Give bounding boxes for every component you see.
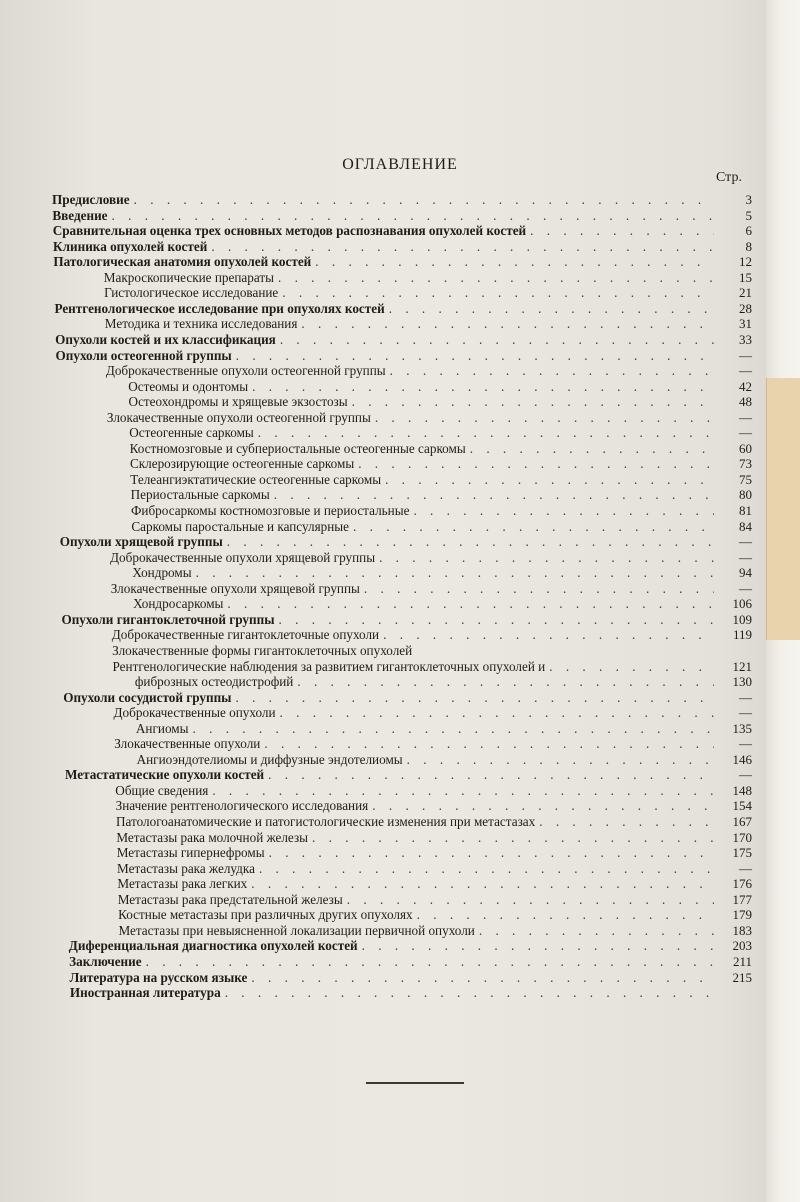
toc-entry-page: 31	[738, 316, 752, 332]
toc-entry-label: Ангиомы	[135, 720, 189, 736]
dot-leader	[352, 394, 714, 410]
toc-entry	[115, 783, 752, 799]
toc-entry	[61, 612, 752, 628]
toc-entry	[131, 503, 752, 519]
dot-leader	[375, 410, 714, 426]
toc-entry-label: Клиника опухолей костей	[53, 238, 208, 254]
toc-entry-page: 148	[732, 782, 752, 798]
dot-leader	[269, 845, 714, 861]
toc-entry-label: Опухоли гигантоклеточной группы	[61, 611, 275, 627]
toc-entry-page: 183	[732, 922, 752, 938]
toc-entry	[63, 690, 752, 706]
toc-entry-label: Метастазы при невыясненной локализации первичной опухоли	[118, 922, 475, 938]
toc-entry	[60, 534, 752, 550]
dot-leader	[258, 425, 714, 441]
dot-leader	[146, 954, 714, 970]
toc-entry	[56, 348, 753, 364]
toc-entry	[136, 721, 752, 737]
toc-entry-label: Диференциальная диагностика опухолей костей	[68, 938, 358, 954]
toc-entry	[106, 363, 752, 379]
toc-entry-page: —	[738, 549, 752, 565]
toc-entry-label: Сравнительная оценка трех основных методов распознавания опухолей костей	[52, 223, 527, 239]
toc-entry	[52, 208, 752, 224]
dot-leader	[236, 348, 714, 364]
toc-entry-page: —	[739, 347, 752, 363]
toc-entry-page: 75	[738, 471, 752, 487]
toc-entry-label: Фибросаркомы костномозговые и периостальные	[131, 503, 410, 518]
toc-entry-label: Злокачественные опухоли	[114, 736, 261, 752]
toc-entry	[117, 845, 752, 861]
toc-entry-page: 179	[732, 907, 752, 923]
toc-entry	[110, 550, 752, 566]
toc-entry-label: Опухоли хрящевой группы	[59, 534, 223, 550]
toc-entry-page: —	[738, 409, 752, 425]
dot-leader	[225, 985, 714, 1001]
toc-entry-page: 121	[732, 658, 752, 674]
toc-entry	[105, 316, 752, 332]
toc-entry-label: Опухоли остеогенной группы	[55, 347, 232, 363]
dot-leader	[268, 767, 714, 783]
dot-leader	[278, 270, 714, 286]
toc-entry	[137, 752, 752, 768]
toc-entry-label: Метастазы рака молочной железы	[116, 829, 309, 845]
dot-leader	[297, 674, 714, 690]
dot-leader	[385, 472, 714, 488]
dot-leader	[279, 612, 714, 628]
toc-entry	[107, 410, 752, 426]
toc-entry-page: 130	[732, 674, 752, 690]
toc-entry-page: 84	[738, 518, 752, 534]
toc-entry-page: 28	[738, 300, 752, 316]
toc-entry-label: Метастазы гипернефромы	[116, 845, 265, 861]
dot-leader	[407, 752, 714, 768]
toc-entry-label: Костномозговые и субпериостальные остеогенные саркомы	[129, 440, 466, 456]
toc-entry-page: 33	[738, 331, 752, 347]
toc-entry-page: 6	[745, 223, 752, 239]
toc-entry	[118, 923, 752, 939]
toc-entry-label: Заключение	[69, 953, 142, 969]
toc-entry-page: 42	[738, 378, 752, 394]
dot-leader	[251, 970, 714, 986]
toc-entry-page: 215	[732, 969, 752, 985]
toc-entry	[117, 876, 752, 892]
dot-leader	[379, 550, 714, 566]
dot-leader	[372, 798, 714, 814]
dot-leader	[280, 332, 714, 348]
toc-entry-page: —	[738, 767, 752, 783]
toc-entry	[116, 830, 752, 846]
toc-entry	[116, 814, 752, 830]
toc-entry-label: Опухоли сосудистой группы	[63, 689, 232, 705]
toc-entry	[135, 674, 752, 690]
toc-entry-label: Предисловие	[52, 192, 130, 207]
toc-entry-page: 211	[732, 953, 752, 969]
toc-entry-page: 5	[745, 207, 752, 223]
toc-entry-label: Литература на русском языке	[69, 969, 248, 985]
toc-entry	[54, 301, 752, 317]
toc-entry-label: Доброкачественные опухоли	[113, 705, 276, 721]
toc-entry	[130, 441, 752, 457]
toc-entry-page: 170	[732, 829, 752, 845]
toc-entry	[131, 487, 752, 503]
toc-entry-page: —	[738, 689, 752, 705]
toc-entry-label: Метастазы рака предстательной железы	[117, 891, 343, 907]
toc-entry-label: Иностранная литература	[69, 985, 221, 1001]
dot-leader	[235, 690, 714, 706]
toc-entry-label: Патологическая анатомия опухолей костей	[53, 254, 312, 270]
toc-entry-page: 81	[739, 503, 752, 518]
toc-entry-label: Доброкачественные гигантоклеточные опухоли	[111, 627, 380, 643]
toc-entry-page: —	[738, 534, 752, 550]
dot-leader	[264, 736, 714, 752]
toc-entry-label: Методика и техника исследования	[104, 316, 298, 332]
toc-entry-page: 12	[738, 254, 752, 270]
toc-entry-label: Доброкачественные опухоли остеогенной группы	[105, 363, 386, 379]
dot-leader	[362, 938, 714, 954]
toc-entry-page: 176	[732, 876, 752, 892]
toc-entry	[104, 270, 752, 286]
toc-entry-page: —	[738, 363, 752, 379]
dot-leader	[539, 814, 714, 830]
toc-entry-label: Метастазы рака желудка	[117, 860, 255, 876]
toc-entry	[114, 705, 752, 721]
toc-entry	[116, 798, 752, 814]
toc-entry	[52, 192, 752, 208]
toc-entry	[129, 394, 752, 410]
toc-entry	[129, 425, 752, 441]
toc-entry-label: Общие сведения	[115, 782, 209, 798]
toc-entry	[104, 285, 752, 301]
toc-entry-label: Рентгенологическое исследование при опухолях костей	[54, 300, 385, 316]
dot-leader	[358, 456, 714, 472]
dot-leader	[364, 581, 714, 597]
toc-entry-label: Гистологическое исследование	[104, 285, 279, 301]
toc-entry-label: Злокачественные опухоли хрящевой группы	[110, 580, 360, 596]
dot-leader	[259, 861, 714, 877]
dot-leader	[134, 192, 714, 208]
toc-entry	[117, 861, 752, 877]
toc-entry	[130, 456, 752, 472]
toc-entry-page: 119	[732, 627, 752, 643]
toc-entry	[133, 596, 752, 612]
toc-entry	[53, 223, 752, 239]
toc-entry-label: Телеангиэктатические остеогенные саркомы	[130, 471, 382, 487]
dot-leader	[312, 830, 714, 846]
toc-entry-page: 177	[732, 891, 752, 907]
toc-entry-label: Доброкачественные опухоли хрящевой группы	[110, 549, 376, 565]
toc-entry	[128, 379, 752, 395]
toc-entry-label: Саркомы паростальные и капсулярные	[131, 518, 350, 534]
toc-entry-label: Периостальные саркомы	[130, 487, 270, 503]
dot-leader	[301, 316, 714, 332]
toc-entry	[69, 954, 752, 970]
toc-entry-label: фиброзных остеодистрофий	[134, 674, 294, 690]
dot-leader	[252, 379, 714, 395]
toc-entry-page: 135	[732, 720, 752, 736]
toc-entry-page: 203	[732, 938, 752, 954]
closing-rule	[366, 1082, 464, 1084]
toc-entry	[65, 767, 752, 783]
toc-entry-label: Остеомы и одонтомы	[128, 378, 249, 394]
dot-leader	[549, 659, 714, 675]
toc-entry-page: —	[738, 705, 752, 721]
toc-entry	[70, 985, 752, 1001]
toc-entry-page: 80	[738, 487, 752, 503]
dot-leader	[227, 596, 714, 612]
toc-entry	[113, 659, 753, 675]
dot-leader	[530, 223, 714, 239]
toc-entry-page: 94	[738, 565, 752, 581]
toc-entry-page: 15	[739, 269, 752, 285]
toc-entry	[111, 581, 752, 597]
dot-leader	[280, 705, 714, 721]
toc-entry-label: Метастатические опухоли костей	[64, 767, 265, 783]
toc-entry-label: Метастазы рака легких	[117, 876, 248, 892]
toc-entry-page: 73	[738, 456, 752, 472]
toc-entry-page: 3	[745, 192, 752, 207]
toc-entry-page: —	[739, 580, 752, 596]
dot-leader	[470, 441, 714, 457]
toc-entry-page: 146	[732, 751, 752, 767]
page-column-label: Стр.	[716, 170, 742, 185]
dot-leader	[353, 519, 714, 535]
toc-entry	[114, 736, 752, 752]
toc-entry-label: Введение	[52, 207, 108, 223]
dot-leader	[112, 208, 714, 224]
toc-entry	[130, 472, 752, 488]
dot-leader	[196, 565, 714, 581]
toc-entry-page: 175	[732, 845, 752, 861]
toc-entry	[131, 519, 752, 535]
dot-leader	[479, 923, 714, 939]
toc-entry-label: Опухоли костей и их классификация	[55, 331, 276, 347]
toc-entry	[132, 565, 752, 581]
toc-entry-label: Склерозирующие остеогенные саркомы	[129, 456, 355, 472]
toc-entry-page: 106	[732, 596, 752, 612]
dot-leader	[417, 907, 714, 923]
dot-leader	[212, 783, 714, 799]
toc-entry-page: —	[738, 860, 752, 876]
toc-entry-page: 8	[745, 238, 752, 254]
dot-leader	[383, 627, 714, 643]
toc-entry	[118, 907, 752, 923]
dot-leader	[413, 503, 714, 519]
toc-entry	[69, 938, 752, 954]
toc-entry-page: 109	[732, 611, 752, 627]
dot-leader	[315, 254, 714, 270]
toc-entry	[118, 892, 752, 908]
dot-leader	[347, 892, 714, 908]
page-title: ОГЛАВЛЕНИЕ	[342, 156, 458, 173]
toc-entry-label: Патологоанатомические и патогистологические изменения при метастазах	[116, 814, 536, 829]
dot-leader	[193, 721, 714, 737]
toc-entry-page: —	[739, 425, 752, 441]
toc-entry-label: Макроскопические препараты	[103, 269, 274, 285]
dot-leader	[282, 285, 714, 301]
toc-entry-label: Остеогенные саркомы	[129, 425, 254, 441]
toc-entry-page: —	[739, 736, 752, 752]
toc-entry-page: 21	[738, 285, 752, 301]
toc-entry	[53, 254, 752, 270]
toc-entry-page: 48	[738, 394, 752, 410]
toc-entry	[53, 239, 752, 255]
toc-entry-page: 167	[732, 814, 752, 829]
dot-leader	[251, 876, 714, 892]
toc-entry-page: 60	[738, 440, 752, 456]
toc-entry-label: Ангиоэндотелиомы и диффузные эндотелиомы	[136, 751, 403, 767]
toc-entry-label: Хондросаркомы	[133, 596, 224, 612]
toc-entry	[112, 627, 752, 643]
toc-entry-label: Злокачественные опухоли остеогенной группы	[106, 409, 371, 425]
toc-entry-label: Злокачественные формы гигантоклеточных опухолей	[112, 642, 413, 658]
dot-leader	[227, 534, 714, 550]
toc-entry-label: Костные метастазы при различных других опухолях	[118, 907, 413, 923]
toc-entry-label: Рентгенологические наблюдения за развитием гигантоклеточных опухолей и	[112, 658, 546, 674]
dot-leader	[390, 363, 714, 379]
toc-entry	[112, 643, 752, 659]
dot-leader	[389, 301, 714, 317]
toc-entry-label: Хондромы	[132, 565, 192, 581]
toc-entry-label: Значение рентгенологического исследования	[115, 798, 369, 814]
toc-entry-label: Остеохондромы и хрящевые экзостозы	[128, 394, 348, 410]
dot-leader	[274, 487, 714, 503]
dot-leader	[211, 239, 714, 255]
toc-entry-page: 154	[732, 798, 752, 814]
toc-entry	[55, 332, 752, 348]
toc-entry	[70, 970, 753, 986]
